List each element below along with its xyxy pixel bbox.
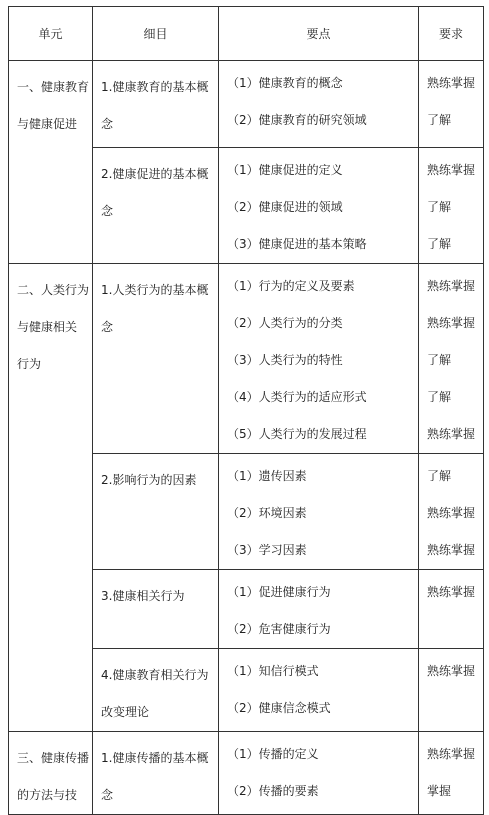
requirement-item: 熟练掌握 bbox=[427, 506, 476, 520]
requirement-item: 熟练掌握 bbox=[427, 664, 476, 678]
requirement-item: 了解 bbox=[427, 113, 452, 127]
detail-line: 1.人类行为的基本概 bbox=[101, 283, 209, 297]
unit-name-line: 三、健康传播 bbox=[17, 751, 90, 765]
requirement-cell bbox=[419, 61, 484, 148]
detail-cell bbox=[93, 264, 219, 454]
table-row bbox=[9, 61, 484, 148]
point-item: （2）传播的要素 bbox=[227, 784, 319, 798]
table-row bbox=[9, 732, 484, 815]
points-cell bbox=[219, 61, 419, 148]
requirement-item: 熟练掌握 bbox=[427, 585, 476, 599]
unit-name-line: 二、人类行为 bbox=[17, 283, 90, 297]
requirement-cell bbox=[419, 570, 484, 649]
point-item: （1）遗传因素 bbox=[227, 469, 307, 483]
requirement-item: 熟练掌握 bbox=[427, 163, 476, 177]
unit-name-line: 与健康相关 bbox=[17, 320, 78, 334]
detail-line: 改变理论 bbox=[101, 705, 150, 719]
unit-name-line: 行为 bbox=[17, 357, 42, 371]
point-item: （3）人类行为的特性 bbox=[227, 353, 343, 367]
point-item: （2）健康信念模式 bbox=[227, 701, 331, 715]
requirement-cell bbox=[419, 148, 484, 264]
unit-cell bbox=[9, 264, 93, 732]
unit-name-line: 的方法与技 bbox=[17, 788, 78, 802]
point-item: （1）健康教育的概念 bbox=[227, 76, 343, 90]
table-row bbox=[9, 264, 484, 454]
requirement-cell bbox=[419, 454, 484, 570]
detail-cell bbox=[93, 649, 219, 732]
point-item: （3）学习因素 bbox=[227, 543, 307, 557]
requirement-cell bbox=[419, 732, 484, 815]
header-points: 要点 bbox=[219, 7, 419, 61]
requirement-item: 熟练掌握 bbox=[427, 747, 476, 761]
header-unit: 单元 bbox=[9, 7, 93, 61]
requirement-item: 了解 bbox=[427, 469, 452, 483]
points-cell bbox=[219, 264, 419, 454]
detail-line: 3.健康相关行为 bbox=[101, 589, 185, 603]
requirement-item: 掌握 bbox=[427, 784, 452, 798]
points-cell bbox=[219, 454, 419, 570]
point-item: （2）健康教育的研究领域 bbox=[227, 113, 367, 127]
point-item: （2）环境因素 bbox=[227, 506, 307, 520]
unit-name-line: 一、健康教育 bbox=[17, 80, 90, 94]
detail-line: 4.健康教育相关行为 bbox=[101, 668, 209, 682]
point-item: （1）健康促进的定义 bbox=[227, 163, 343, 177]
unit-cell bbox=[9, 732, 93, 815]
requirement-cell bbox=[419, 264, 484, 454]
detail-line: 1.健康传播的基本概 bbox=[101, 751, 209, 765]
detail-line: 1.健康教育的基本概 bbox=[101, 80, 209, 94]
header-detail: 细目 bbox=[93, 7, 219, 61]
detail-cell bbox=[93, 454, 219, 570]
point-item: （2）人类行为的分类 bbox=[227, 316, 343, 330]
requirement-item: 熟练掌握 bbox=[427, 316, 476, 330]
point-item: （2）健康促进的领域 bbox=[227, 200, 343, 214]
requirement-item: 了解 bbox=[427, 200, 452, 214]
point-item: （2）危害健康行为 bbox=[227, 622, 331, 636]
requirement-item: 了解 bbox=[427, 390, 452, 404]
unit-cell bbox=[9, 61, 93, 264]
points-cell bbox=[219, 649, 419, 732]
header-row bbox=[9, 7, 484, 61]
syllabus-table bbox=[8, 6, 484, 815]
detail-cell bbox=[93, 732, 219, 815]
requirement-item: 了解 bbox=[427, 237, 452, 251]
requirement-cell bbox=[419, 649, 484, 732]
points-cell bbox=[219, 570, 419, 649]
detail-cell bbox=[93, 148, 219, 264]
unit-name-line: 与健康促进 bbox=[17, 117, 78, 131]
requirement-item: 熟练掌握 bbox=[427, 279, 476, 293]
requirement-item: 熟练掌握 bbox=[427, 76, 476, 90]
point-item: （1）行为的定义及要素 bbox=[227, 279, 355, 293]
point-item: （1）知信行模式 bbox=[227, 664, 319, 678]
detail-line: 念 bbox=[101, 788, 114, 802]
point-item: （4）人类行为的适应形式 bbox=[227, 390, 367, 404]
points-cell bbox=[219, 732, 419, 815]
point-item: （3）健康促进的基本策略 bbox=[227, 237, 367, 251]
point-item: （1）传播的定义 bbox=[227, 747, 319, 761]
detail-line: 念 bbox=[101, 117, 114, 131]
detail-line: 念 bbox=[101, 204, 114, 218]
detail-line: 2.影响行为的因素 bbox=[101, 473, 197, 487]
point-item: （1）促进健康行为 bbox=[227, 585, 331, 599]
requirement-item: 熟练掌握 bbox=[427, 543, 476, 557]
detail-line: 2.健康促进的基本概 bbox=[101, 167, 209, 181]
requirement-item: 了解 bbox=[427, 353, 452, 367]
point-item: （5）人类行为的发展过程 bbox=[227, 427, 367, 441]
header-requirement: 要求 bbox=[419, 7, 484, 61]
points-cell bbox=[219, 148, 419, 264]
detail-cell bbox=[93, 570, 219, 649]
requirement-item: 熟练掌握 bbox=[427, 427, 476, 441]
detail-cell bbox=[93, 61, 219, 148]
detail-line: 念 bbox=[101, 320, 114, 334]
